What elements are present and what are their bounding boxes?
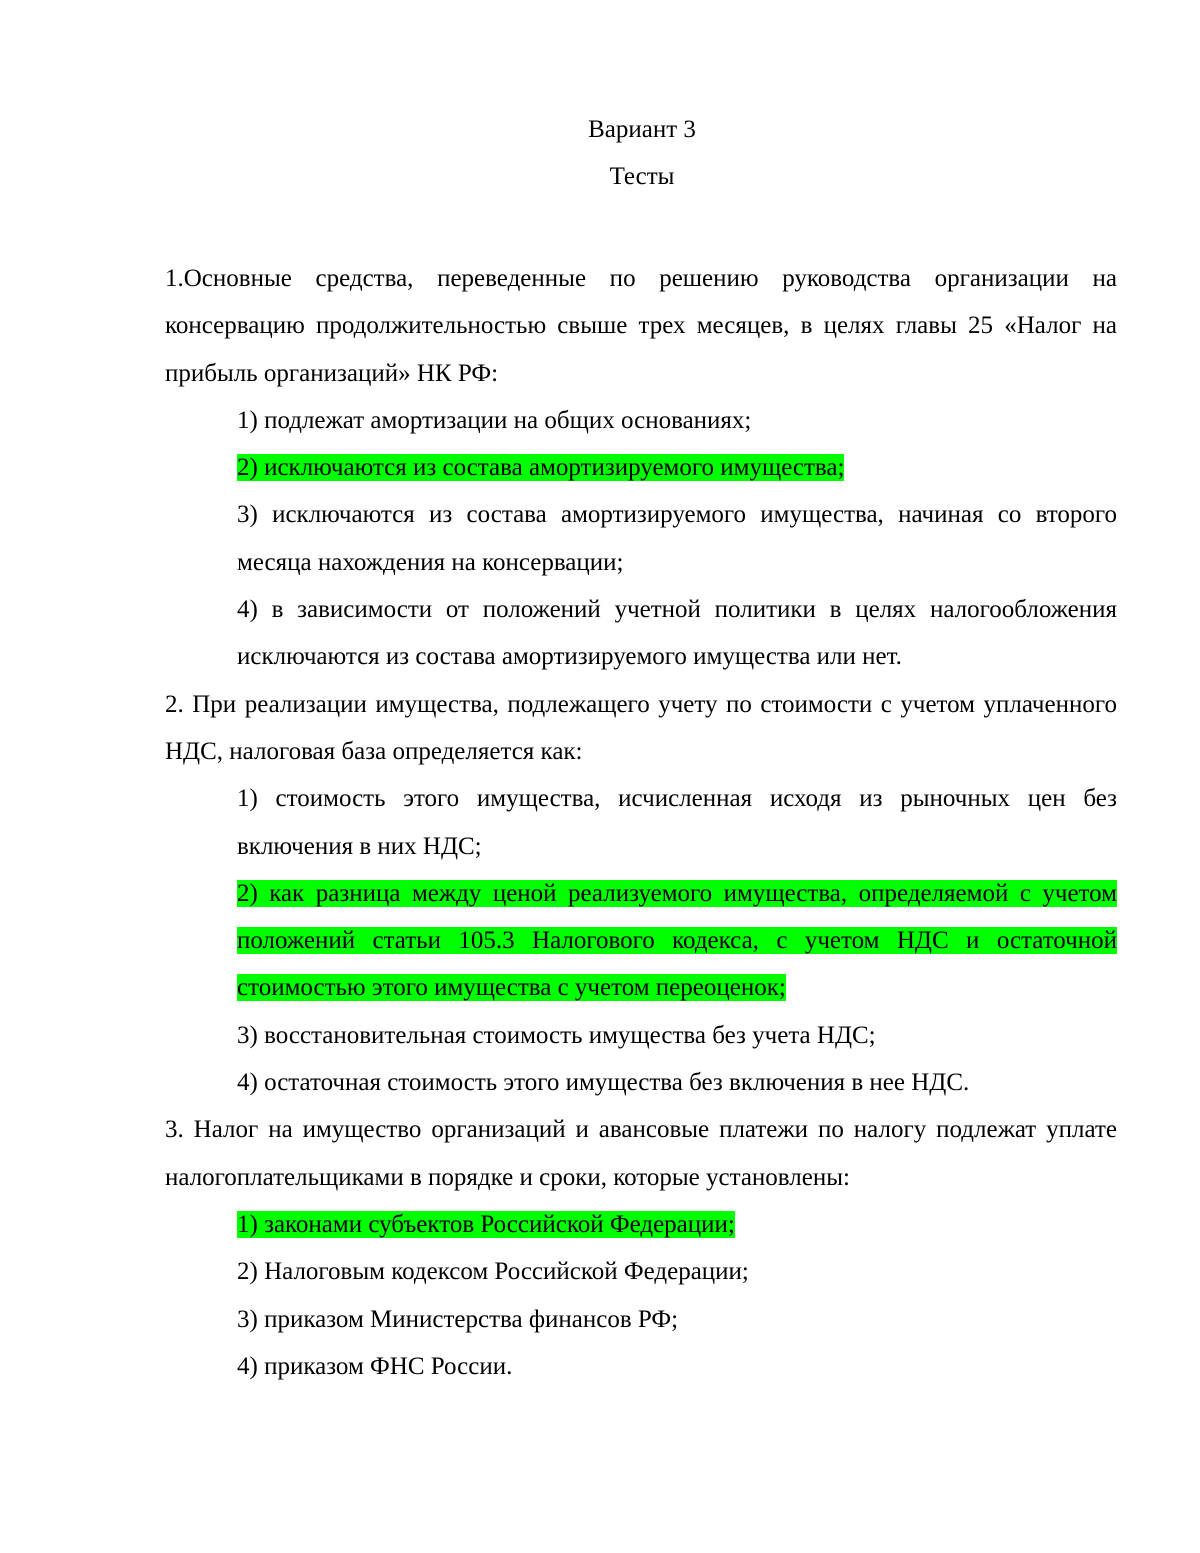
section-title: Тесты (609, 163, 675, 190)
answer-2-3 (237, 1012, 1117, 1059)
answer-1-3 (237, 491, 1117, 586)
answer-2-2 (237, 870, 1117, 1012)
answer-text: 3) исключаются из состава амортизируемого имущества, начиная со второго месяца нахождения на консервации; (237, 501, 1117, 576)
test-content (165, 255, 1117, 1390)
correct-answer-highlight: 2) исключаются из состава амортизируемого имущества; (237, 454, 845, 482)
answer-text: 1) подлежат амортизации на общих основаниях; (237, 406, 752, 434)
answer-text: 3) восстановительная стоимость имущества без учета НДС; (237, 1021, 876, 1049)
answer-text: 4) в зависимости от положений учетной политики в целях налогообложения исключаются из состава амортизируемого имущества или нет. (237, 596, 1117, 671)
question-1: 1.Основные средства, переведенные по решению руководства организации на консервацию продолжительностью свыше трех месяцев, в целях главы 25 «Налог на прибыль организаций» НК РФ: (165, 265, 1117, 387)
answer-text: 4) остаточная стоимость этого имущества без включения в нее НДС. (237, 1069, 970, 1097)
answer-1-2 (237, 444, 1117, 491)
answer-2-1 (237, 775, 1117, 870)
answer-text: 4) приказом ФНС России. (237, 1352, 513, 1380)
answer-3-4 (237, 1343, 1117, 1390)
answer-text: 1) стоимость этого имущества, исчисленная исходя из рыночных цен без включения в них НДС; (237, 785, 1117, 860)
variant-title: Вариант 3 (588, 116, 696, 143)
answer-1-1 (237, 397, 1117, 444)
correct-answer-highlight: 2) как разница между ценой реализуемого имущества, определяемой с учетом положений статьи 105.3 Налогового кодекса, с учетом НДС и остаточной стоимостью этого имущества с учетом переоценок; (237, 879, 1117, 1002)
answer-text: 3) приказом Министерства финансов РФ; (237, 1305, 679, 1333)
answer-3-3 (237, 1296, 1117, 1343)
question-2: 2. При реализации имущества, подлежащего учету по стоимости с учетом уплаченного НДС, налоговая база определяется как: (165, 690, 1117, 765)
answer-1-4 (237, 586, 1117, 681)
answer-text: 2) Налоговым кодексом Российской Федерации; (237, 1258, 749, 1286)
correct-answer-highlight: 1) законами субъектов Российской Федерации; (237, 1210, 735, 1238)
question-3: 3. Налог на имущество организаций и авансовые платежи по налогу подлежат уплате налогоплательщиками в порядке и сроки, которые установлены: (165, 1116, 1117, 1191)
answer-3-2 (237, 1248, 1117, 1295)
answer-3-1 (237, 1201, 1117, 1248)
answer-2-4 (237, 1059, 1117, 1106)
